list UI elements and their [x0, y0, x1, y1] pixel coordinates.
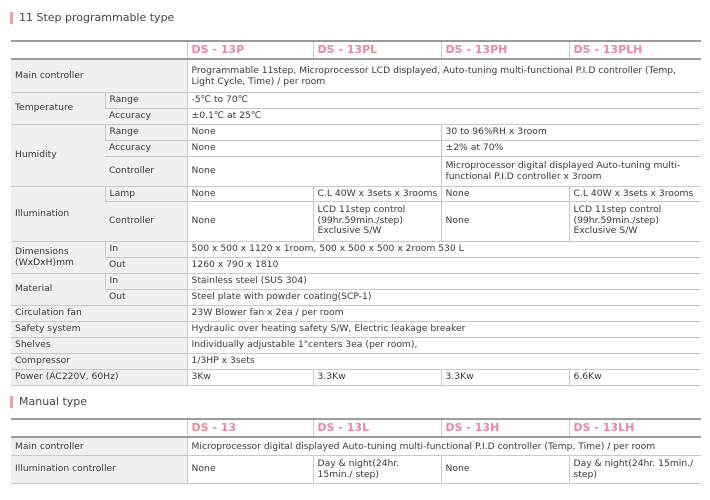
section-marker: [10, 12, 13, 24]
row-label: Humidity: [11, 124, 105, 186]
section-title-manual: [10, 395, 87, 408]
row-label: Shelves: [11, 337, 187, 353]
humidity-accuracy-row: [11, 140, 701, 156]
main-controller-value: Programmable 11step, Microprocessor LCD displayed, Auto-tuning multi-functional P.I.D controller (Temp, Light Cycle, Time) / per room: [187, 59, 701, 92]
power-value: 3.3Kw: [313, 369, 441, 385]
row-label: Compressor: [11, 353, 187, 369]
humidity-range-row: [11, 124, 701, 140]
sub-label: Accuracy: [105, 108, 187, 124]
controller-line: (99hr.59min./step): [317, 214, 403, 226]
model-header: DS - 13LH: [569, 419, 701, 437]
model-header: DS - 13L: [313, 419, 441, 437]
shelves-row: [11, 337, 701, 353]
section-title-programmable: [10, 11, 174, 24]
section-title-text: 11 Step programmable type: [19, 11, 175, 24]
controller-line: Exclusive S/W: [573, 225, 638, 237]
temperature-accuracy-row: [11, 108, 701, 124]
lamp-value: C.L 40W x 3sets x 3rooms: [569, 186, 701, 201]
power-value: 3Kw: [187, 369, 313, 385]
sub-label: Accuracy: [105, 140, 187, 156]
temperature-range-value: -5℃ to 70℃: [187, 92, 701, 108]
humidity-accuracy-value: ±2% at 70%: [441, 140, 701, 156]
compressor-row: [11, 353, 701, 369]
manual-illumination-value: Day & night(24hr. 15min./ step): [569, 455, 701, 483]
lamp-value: None: [187, 186, 313, 201]
sub-label: Controller: [105, 156, 187, 186]
humidity-range-none: None: [187, 124, 441, 140]
lamp-value: None: [441, 186, 569, 201]
model-header: DS - 13PL: [313, 41, 441, 59]
illumination-controller-none: None: [441, 201, 569, 241]
row-label: Illumination controller: [11, 455, 187, 483]
material-out-value: Steel plate with powder coating(SCP-1): [187, 289, 701, 305]
controller-line: LCD 11step control: [573, 204, 662, 216]
sub-label: Out: [105, 289, 187, 305]
sub-label: In: [105, 241, 187, 257]
illumination-controller-value: [313, 201, 441, 241]
material-in-value: Stainless steel (SUS 304): [187, 273, 701, 289]
circulation-fan-row: [11, 305, 701, 321]
programmable-spec-table: [11, 40, 701, 386]
power-value: 6.6Kw: [569, 369, 701, 385]
model-header: DS - 13PLH: [569, 41, 701, 59]
sub-label: Controller: [105, 201, 187, 241]
temperature-accuracy-value: ±0.1℃ at 25℃: [187, 108, 701, 124]
dimensions-out-row: [11, 257, 701, 273]
shelves-value: Individually adjustable 1"centers 3ea (per room),: [187, 337, 701, 353]
power-value: 3.3Kw: [441, 369, 569, 385]
illumination-controller-value: [569, 201, 701, 241]
manual-illumination-value: Day & night(24hr. 15min./ step): [313, 455, 441, 483]
humidity-range-value: 30 to 96%RH x 3room: [441, 124, 701, 140]
row-label: Circulation fan: [11, 305, 187, 321]
model-header: DS - 13H: [441, 419, 569, 437]
humidity-controller-none: None: [187, 156, 441, 186]
row-label: Illumination: [11, 186, 105, 241]
humidity-controller-value: Microprocessor digital displayed Auto-tuning multi-functional P.I.D controller x 3room: [441, 156, 701, 186]
safety-system-row: [11, 321, 701, 337]
row-label: Material: [11, 273, 105, 305]
sub-label: In: [105, 273, 187, 289]
illumination-controller-row: [11, 201, 701, 241]
dimensions-out-value: 1260 x 790 x 1810: [187, 257, 701, 273]
manual-main-controller-value: Microprocessor digital displayed Auto-tuning multi-functional P.I.D controller (Temp, Time) / per room: [187, 437, 701, 455]
model-header: DS - 13: [187, 419, 313, 437]
model-header-row: [11, 41, 701, 59]
sub-label: Out: [105, 257, 187, 273]
section-marker: [10, 396, 13, 408]
section-title-text: Manual type: [19, 395, 88, 408]
humidity-controller-row: [11, 156, 701, 186]
dimensions-in-row: [11, 241, 701, 257]
manual-illumination-controller-row: [11, 455, 701, 483]
manual-spec-table: [11, 418, 701, 484]
safety-system-value: Hydraulic over heating safety S/W, Electric leakage breaker: [187, 321, 701, 337]
illumination-lamp-row: [11, 186, 701, 201]
row-label: Main controller: [11, 59, 187, 92]
temperature-range-row: [11, 92, 701, 108]
manual-illumination-value: None: [187, 455, 313, 483]
illumination-controller-none: None: [187, 201, 313, 241]
row-label: Power (AC220V, 60Hz): [11, 369, 187, 385]
material-in-row: [11, 273, 701, 289]
row-label: Dimensions (WxDxH)mm: [11, 241, 105, 273]
power-row: [11, 369, 701, 385]
model-header: DS - 13P: [187, 41, 313, 59]
controller-line: LCD 11step control: [317, 204, 406, 216]
row-label: Temperature: [11, 92, 105, 124]
humidity-accuracy-none: None: [187, 140, 441, 156]
manual-illumination-value: None: [441, 455, 569, 483]
circulation-fan-value: 23W Blower fan x 2ea / per room: [187, 305, 701, 321]
lamp-value: C.L 40W x 3sets x 3rooms: [313, 186, 441, 201]
dimensions-in-value: 500 x 500 x 1120 x 1room, 500 x 500 x 500 x 2room 530 L: [187, 241, 701, 257]
controller-line: Exclusive S/W: [317, 225, 382, 237]
model-header: DS - 13PH: [441, 41, 569, 59]
compressor-value: 1/3HP x 3sets: [187, 353, 701, 369]
controller-line: (99hr.59min./step): [573, 214, 659, 226]
material-out-row: [11, 289, 701, 305]
sub-label: Range: [105, 124, 187, 140]
sub-label: Range: [105, 92, 187, 108]
sub-label: Lamp: [105, 186, 187, 201]
row-label: Safety system: [11, 321, 187, 337]
main-controller-row: [11, 59, 701, 92]
manual-main-controller-row: [11, 437, 701, 455]
model-header-row: [11, 419, 701, 437]
row-label: Main controller: [11, 437, 187, 455]
